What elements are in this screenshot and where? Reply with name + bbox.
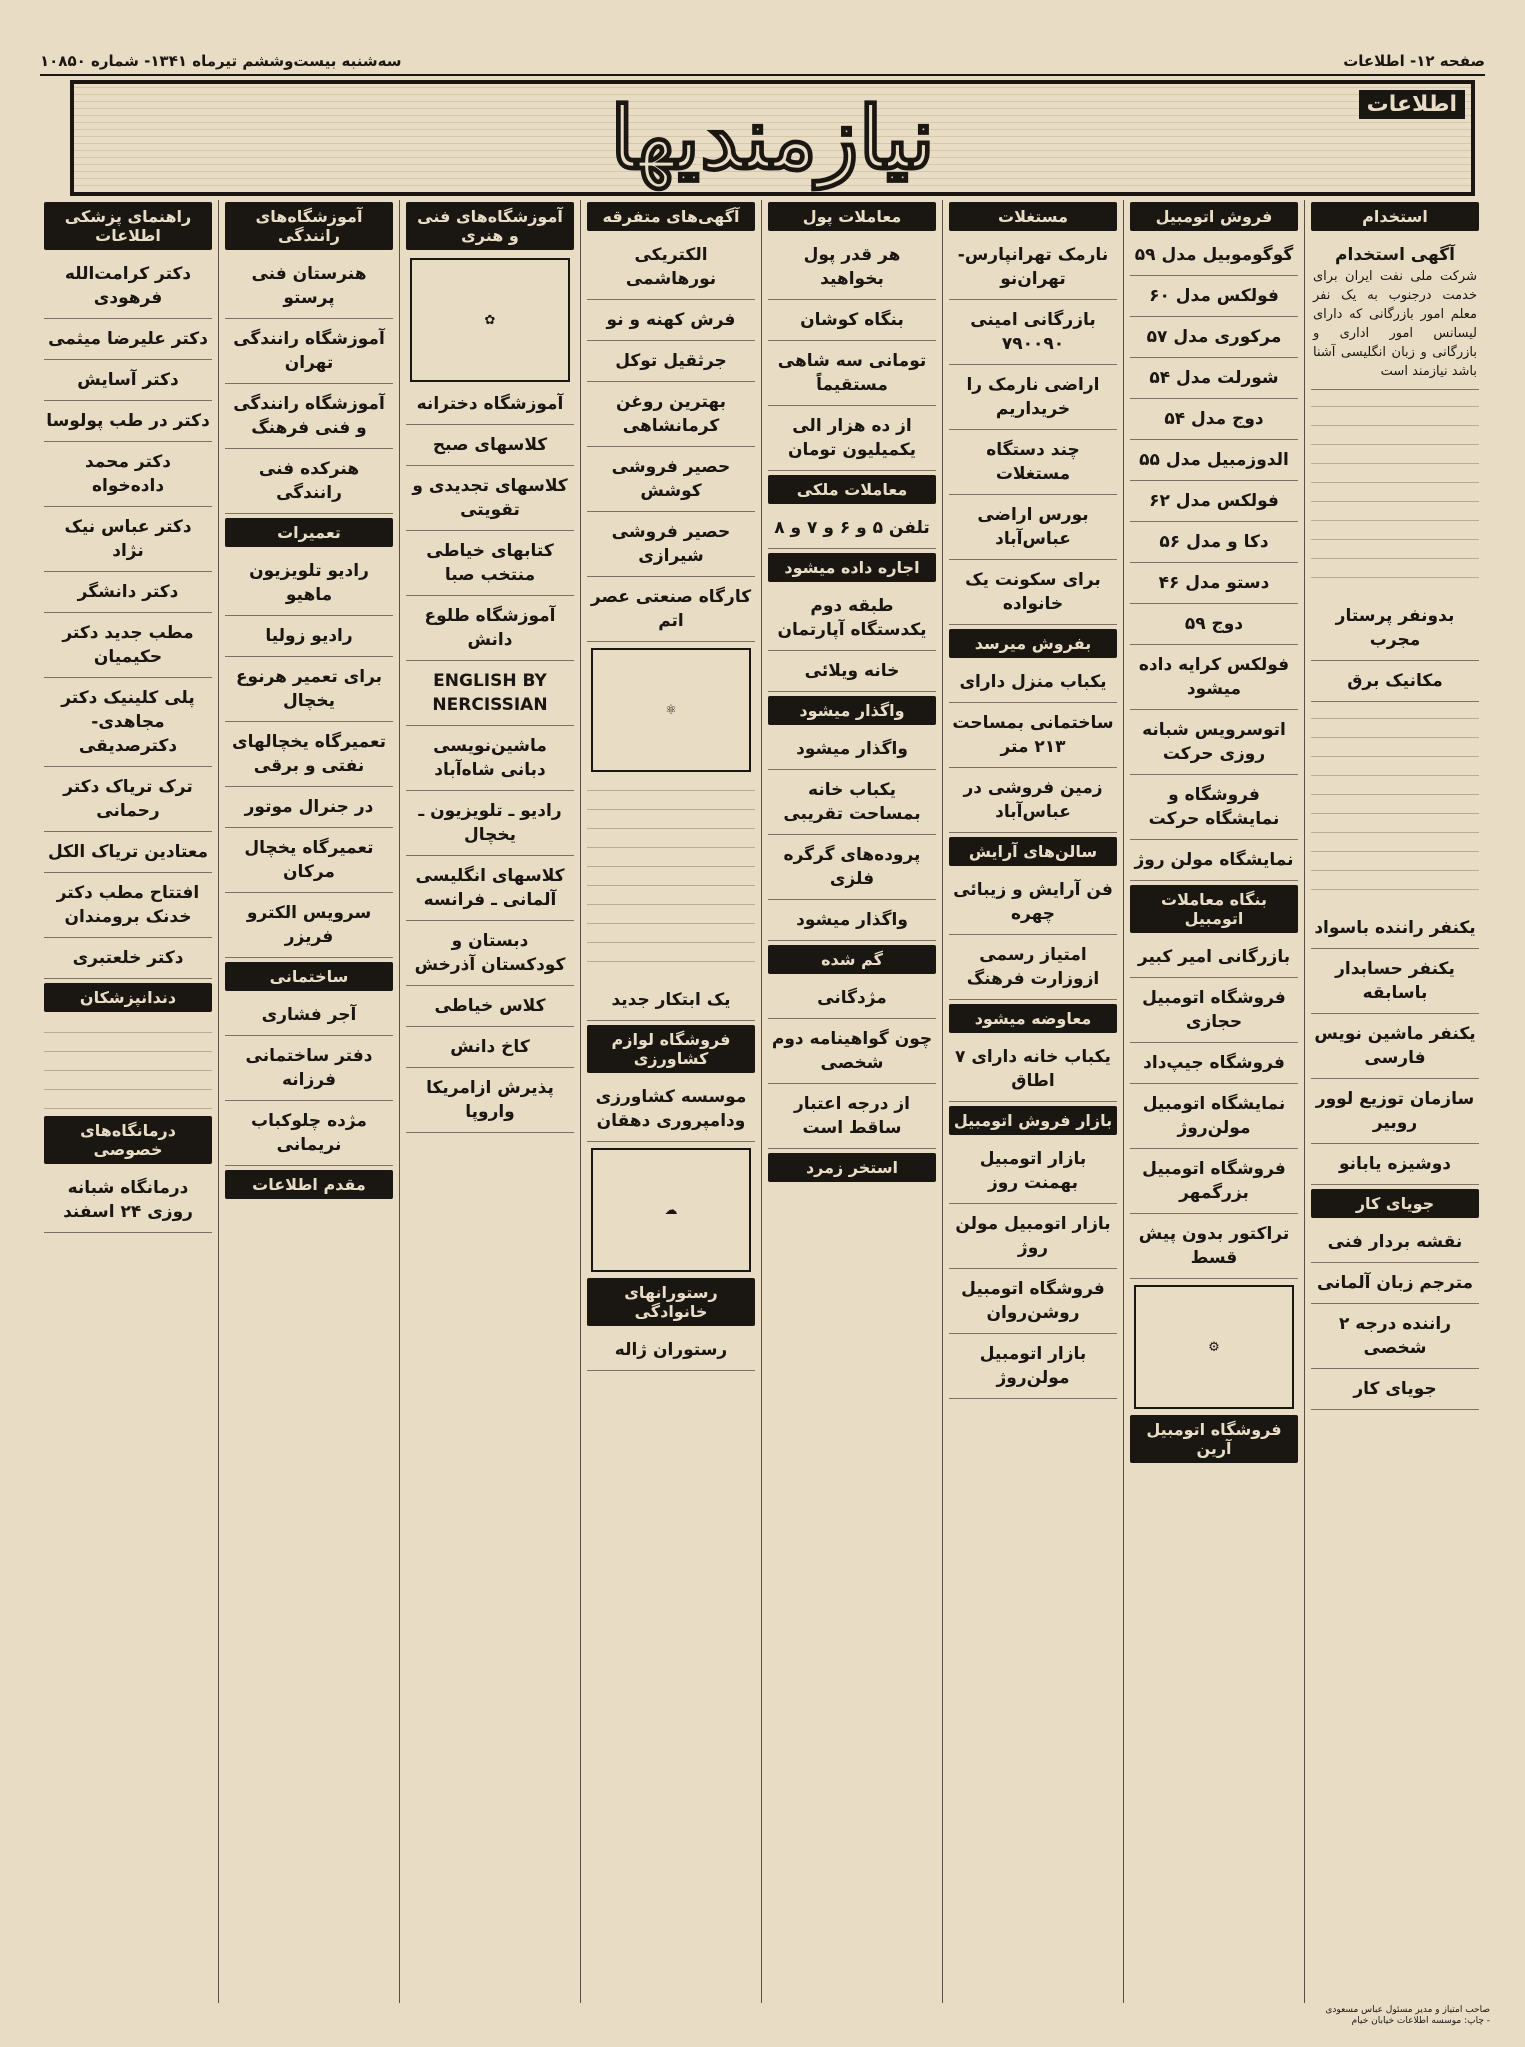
ad <box>225 453 393 514</box>
ad-title: دکا و مدل ۵۶ <box>1159 532 1269 552</box>
ad-title: برای تعمیر هرنوع یخچال <box>235 667 383 711</box>
section-head: آموزشگاه‌های فنی و هنری <box>406 202 574 250</box>
section-head: جویای کار <box>1311 1189 1479 1218</box>
ad-title: فولکس مدل ۶۰ <box>1149 286 1279 306</box>
ad-title: دوشیزه یابانو <box>1338 1154 1452 1174</box>
ad-title: الدوزمبیل مدل ۵۵ <box>1139 450 1289 470</box>
ad <box>225 1040 393 1101</box>
ad <box>406 470 574 531</box>
ad <box>949 239 1117 300</box>
ad <box>1130 1047 1298 1084</box>
ad-title: یکنفر حسابدار باسابقه <box>1335 959 1455 1003</box>
ad <box>225 1105 393 1166</box>
ad <box>768 512 936 549</box>
ad-title: برای سکونت یک خانواده <box>965 570 1101 614</box>
ad-title: زمین فروشی در عباس‌آباد <box>963 778 1103 822</box>
ad-title: آجر فشاری <box>261 1005 357 1025</box>
ad-title: چند دستگاه مستغلات <box>986 440 1080 484</box>
ad <box>225 661 393 722</box>
ad <box>44 682 212 767</box>
section-head: واگذار میشود <box>768 696 936 725</box>
ad <box>225 999 393 1036</box>
ad <box>768 410 936 471</box>
ad-title: دکتر دانشگر <box>77 582 179 602</box>
ad-title: یکباب منزل دارای <box>959 672 1107 692</box>
tractor-illustration: ⚙ <box>1134 1285 1294 1409</box>
ad <box>225 726 393 787</box>
ad-title: دکتر آسایش <box>77 370 179 390</box>
section-head: بازار فروش اتومبیل <box>949 1106 1117 1135</box>
ad <box>587 516 755 577</box>
date-issue: سه‌شنبه بیست‌وششم تیرماه ۱۳۴۱- شماره ۱۰۸۵۰ <box>40 52 402 70</box>
text-block <box>1311 706 1479 906</box>
ad-title: کلاسهای انگلیسی آلمانی ـ فرانسه <box>415 866 565 910</box>
ad-title: دکتر کرامت‌الله فرهودی <box>64 264 192 308</box>
ad-title: کارگاه صنعتی عصر اتم <box>590 587 752 631</box>
ad <box>949 707 1117 768</box>
ad <box>1311 600 1479 661</box>
ad <box>1130 779 1298 840</box>
ad <box>225 388 393 449</box>
ad-title: یکباب خانه دارای ۷ اطاق <box>955 1047 1111 1091</box>
ad <box>587 1334 755 1371</box>
ad-title: دفتر ساختمانی فرزانه <box>245 1046 373 1090</box>
ad-title: بازرگانی امینی ۷۹۰۰۹۰ <box>970 310 1096 354</box>
ad-title: دکتر محمد داده‌خواه <box>84 452 172 496</box>
ad <box>1311 665 1479 702</box>
ad <box>768 733 936 770</box>
ad-title: از ده هزار الی یکمیلیون تومان <box>787 416 917 460</box>
ad <box>587 345 755 382</box>
ad-title: الکتریکی نورهاشمی <box>625 245 717 289</box>
ad-title: فروشگاه اتومبیل حجازی <box>1142 988 1286 1032</box>
ad <box>44 323 212 360</box>
ad-title: دوج مدل ۵۴ <box>1164 409 1264 429</box>
ad <box>44 1172 212 1233</box>
ad <box>768 982 936 1019</box>
ad-title: دکتر علیرضا میثمی <box>48 329 208 349</box>
ad-title: ترک تریاک دکتر رحمانی <box>63 777 193 821</box>
ad <box>1130 1088 1298 1149</box>
ad-title: چون گواهینامه دوم شخصی <box>771 1029 933 1073</box>
ad <box>1130 941 1298 978</box>
ad-title: حصیر فروشی شیرازی <box>611 522 731 566</box>
ad-title: دکتر عباس نیک نژاد <box>64 517 192 561</box>
ad <box>225 832 393 893</box>
ad <box>406 665 574 726</box>
ad-title: تومانی سه شاهی مستقیماً <box>777 351 927 395</box>
ad <box>768 774 936 835</box>
ad-title: بازار اتومبیل بهمنت روز <box>979 1149 1087 1193</box>
atom-logo-icon: ⚛ <box>591 648 751 772</box>
section-head: دندانپزشکان <box>44 983 212 1012</box>
section-head: معاملات ملکی <box>768 475 936 504</box>
ad <box>587 984 755 1021</box>
ad <box>768 839 936 900</box>
ad <box>44 576 212 613</box>
ad <box>949 564 1117 625</box>
ad <box>587 386 755 447</box>
ad-title: آموزشگاه رانندگی و فنی فرهنگ <box>233 394 385 438</box>
ad-title: ماشین‌نویسی دبانی شاه‌آباد <box>433 736 547 780</box>
ad <box>949 772 1117 833</box>
section-head: بنگاه معاملات اتومبیل <box>1130 885 1298 933</box>
ad-title: راننده درجه ۲ شخصی <box>1338 1314 1452 1358</box>
ad <box>1130 714 1298 775</box>
section-head: درمانگاه‌های خصوصی <box>44 1116 212 1164</box>
section-head: فروشگاه اتومبیل آرین <box>1130 1415 1298 1463</box>
ad-title: بنگاه کوشان <box>800 310 904 330</box>
ad-title: دکتر در طب پولوسا <box>46 411 210 431</box>
section-head: گم شده <box>768 945 936 974</box>
ad-title: نمایشگاه اتومبیل مولن‌روژ <box>1142 1094 1286 1138</box>
ad <box>949 666 1117 703</box>
ad <box>406 860 574 921</box>
ad-title: فروشگاه اتومبیل روشن‌روان <box>961 1279 1105 1323</box>
column-medical <box>38 200 218 2003</box>
ad-title: فولکس کرایه داده میشود <box>1138 655 1290 699</box>
ad-title: مترجم زبان آلمانی <box>1316 1273 1474 1293</box>
ad-title: حصیر فروشی کوشش <box>611 457 731 501</box>
column-schools <box>399 200 580 2003</box>
ad <box>406 600 574 661</box>
ad-title: فروشگاه جیپ‌داد <box>1143 1053 1285 1073</box>
ad-title: نقشه بردار فنی <box>1327 1232 1463 1252</box>
ad <box>768 345 936 406</box>
ad-title: دوج ۵۹ <box>1184 614 1244 634</box>
ad <box>44 942 212 979</box>
ad <box>225 620 393 657</box>
ad-body: شرکت ملی نفت ایران برای خدمت درجنوب به یک نفر معلم امور بازرگانی که دارای لیسانس امور اداری و بازرگانی و زبان انگلیسی آشنا باشد نیازمند است <box>1313 269 1477 379</box>
sprayer-illustration: ☁ <box>591 1148 751 1272</box>
ad-title: سرویس الکترو فریزر <box>246 903 372 947</box>
school-logo-icon: ✿ <box>410 258 570 382</box>
ad <box>1130 403 1298 440</box>
ad-title: فروشگاه اتومبیل بزرگمهر <box>1142 1159 1286 1203</box>
text-block <box>44 1020 212 1110</box>
ad-title: ENGLISH BY NERCISSIAN <box>432 671 548 715</box>
ad-title: دبستان و کودکستان آذرخش <box>414 931 566 975</box>
column-driving <box>218 200 399 2003</box>
ad <box>587 451 755 512</box>
ad-title: کلاسهای صبح <box>432 435 548 455</box>
ad-title: بازار اتومبیل مولن‌روژ <box>979 1344 1087 1388</box>
ad <box>1311 1083 1479 1144</box>
ad <box>225 555 393 616</box>
section-head: مقدم اطلاعات <box>225 1170 393 1199</box>
classified-columns <box>38 200 1485 2003</box>
ad-title: رادیو ـ تلویزیون ـ یخچال <box>418 801 562 845</box>
ad-title: امتیاز رسمی ازوزارت فرهنگ <box>966 945 1100 989</box>
section-head: استخر زمرد <box>768 1153 936 1182</box>
ad-title: آموزشگاه طلوع دانش <box>424 606 556 650</box>
ad <box>406 429 574 466</box>
ad <box>949 434 1117 495</box>
ad <box>949 939 1117 1000</box>
ad <box>768 904 936 941</box>
ad-title: رادیو زولیا <box>265 626 353 646</box>
ad-title: دکتر خلعتبری <box>72 948 184 968</box>
ad <box>1130 321 1298 358</box>
ad <box>225 258 393 319</box>
ad <box>225 323 393 384</box>
ad-title: دستو مدل ۴۶ <box>1158 573 1270 593</box>
ad <box>44 364 212 401</box>
ad-title: اراضی نارمک را خریداریم <box>966 375 1100 419</box>
ad <box>1130 844 1298 881</box>
ad <box>1130 280 1298 317</box>
ad-title: مژدگانی <box>817 988 887 1008</box>
masthead <box>70 80 1475 196</box>
ad <box>44 617 212 678</box>
ad <box>1311 1226 1479 1263</box>
section-head: آموزشگاه‌های رانندگی <box>225 202 393 250</box>
column-misc <box>580 200 761 2003</box>
ad-title: کلاس خیاطی <box>434 996 546 1016</box>
section-head: ساختمانی <box>225 962 393 991</box>
ad-title: رستوران ژاله <box>614 1340 728 1360</box>
ad <box>406 730 574 791</box>
ad-title: یکنفر ماشین نویس فارسی <box>1314 1024 1476 1068</box>
ad <box>949 1143 1117 1204</box>
footer-imprint: صاحب امتیاز و مدیر مسئول عباس مسعودی - چاپ: موسسه اطلاعات خیابان خیام <box>1325 2005 1490 2026</box>
section-head: معاوضه میشود <box>949 1004 1117 1033</box>
ad-title: ساختمانی بمساحت ۲۱۳ متر <box>952 713 1114 757</box>
section-head: سالن‌های آرایش <box>949 837 1117 866</box>
ad-title: پذیرش ازامریکا واروپا <box>426 1078 554 1122</box>
section-head: تعمیرات <box>225 518 393 547</box>
ad-title: پلی کلینیک دکتر مجاهدی- دکترصدیقی <box>61 688 195 756</box>
ad-title: تراکتور بدون پیش قسط <box>1138 1224 1290 1268</box>
ad <box>949 874 1117 935</box>
ad-title: کتابهای خیاطی منتخب صبا <box>426 541 554 585</box>
ad-title: مژده چلوکباب نریمانی <box>251 1111 367 1155</box>
ad-title: فروشگاه و نمایشگاه حرکت <box>1148 785 1280 829</box>
ad <box>1130 362 1298 399</box>
ad <box>1130 649 1298 710</box>
ad <box>406 535 574 596</box>
column-real-estate <box>942 200 1123 2003</box>
text-block <box>1311 394 1479 594</box>
text-block <box>587 778 755 978</box>
ad <box>1130 982 1298 1043</box>
ad <box>949 369 1117 430</box>
ad <box>406 990 574 1027</box>
ad <box>225 791 393 828</box>
ad-title: آگهی استخدام <box>1335 245 1455 265</box>
ad-title: مطب جدید دکتر حکیمیان <box>62 623 194 667</box>
ad <box>1311 953 1479 1014</box>
ad-title: بازرگانی امیر کبیر <box>1137 947 1291 967</box>
ad <box>1130 567 1298 604</box>
ad <box>1130 485 1298 522</box>
ad <box>1130 444 1298 481</box>
column-employment <box>1304 200 1485 2003</box>
section-head: فروش اتومبیل <box>1130 202 1298 231</box>
ad <box>1130 1153 1298 1214</box>
section-head: مستغلات <box>949 202 1117 231</box>
ad <box>587 1081 755 1142</box>
ad-title: هنرستان فنی پرستو <box>251 264 367 308</box>
page-label: صفحه ۱۲- اطلاعات <box>1343 52 1485 70</box>
ad <box>44 877 212 938</box>
ad <box>44 511 212 572</box>
masthead-title: نیازمندیها <box>610 87 935 189</box>
ad-title: افتتاح مطب دکتر خدنک برومندان <box>56 883 200 927</box>
ad <box>406 795 574 856</box>
ad <box>225 897 393 958</box>
ad-title: تعمیرگاه یخچال مرکان <box>244 838 374 882</box>
ad <box>1311 1308 1479 1369</box>
ad <box>768 1023 936 1084</box>
ad-title: موسسه کشاورزی ودامپروری دهقان <box>595 1087 747 1131</box>
ad <box>949 499 1117 560</box>
ad-title: طبقه دوم یکدستگاه آپارتمان <box>777 596 927 640</box>
ad <box>406 925 574 986</box>
ad <box>587 239 755 300</box>
ad-title: شورلت مدل ۵۴ <box>1149 368 1279 388</box>
ad <box>406 1031 574 1068</box>
ad <box>1130 1218 1298 1279</box>
section-head: رستورانهای خانوادگی <box>587 1278 755 1326</box>
masthead-sub: اطلاعات <box>1359 90 1465 119</box>
ad-title: آموزشگاه دخترانه <box>416 394 564 414</box>
ad-title: واگذار میشود <box>796 739 908 759</box>
section-head: راهنمای پزشکی اطلاعات <box>44 202 212 250</box>
ad-title: کاخ دانش <box>450 1037 530 1057</box>
ad <box>406 388 574 425</box>
ad-title: واگذار میشود <box>796 910 908 930</box>
ad-title: نارمک تهرانپارس- تهران‌نو <box>957 245 1109 289</box>
ad-title: تعمیرگاه یخچالهای نفتی و برقی <box>232 732 386 776</box>
column-money <box>761 200 942 2003</box>
ad-title: تلفن ۵ و ۶ و ۷ و ۸ <box>774 518 930 538</box>
ad-title: معتادین تریاک الکل <box>47 842 209 862</box>
ad <box>1311 1018 1479 1079</box>
column-car-sales <box>1123 200 1304 2003</box>
section-head: استخدام <box>1311 202 1479 231</box>
ad-title: بدونفر پرستار مجرب <box>1335 606 1455 650</box>
ad-title: بهترین روغن کرمانشاهی <box>616 392 726 436</box>
ad <box>44 771 212 832</box>
ad <box>44 258 212 319</box>
ad <box>1311 1373 1479 1410</box>
ad-title: کلاسهای تجدیدی و تقویتی <box>412 476 568 520</box>
ad-title: پروده‌های گرگره فلزی <box>783 845 921 889</box>
ad-title: یکباب خانه بمساحت تقریبی <box>783 780 921 824</box>
ad-title: گوگوموبیل مدل ۵۹ <box>1134 245 1294 265</box>
ad <box>1311 912 1479 949</box>
ad-title: یکنفر راننده باسواد <box>1314 918 1476 938</box>
ad <box>768 590 936 651</box>
ad-title: اتوسرویس شبانه روزی حرکت <box>1142 720 1286 764</box>
section-head: بفروش میرسد <box>949 629 1117 658</box>
ad <box>44 405 212 442</box>
ad-title: هر قدر پول بخواهید <box>803 245 901 289</box>
ad <box>949 1208 1117 1269</box>
ad <box>949 1338 1117 1399</box>
ad-title: بورس اراضی عباس‌آباد <box>977 505 1089 549</box>
ad <box>1130 239 1298 276</box>
ad <box>587 304 755 341</box>
ad-title: بازار اتومبیل مولن روژ <box>955 1214 1111 1258</box>
ad-title: جویای کار <box>1353 1379 1437 1399</box>
ad-title: فرش کهنه و نو <box>606 310 736 330</box>
ad <box>768 239 936 300</box>
ad-title: خانه ویلائی <box>804 661 900 681</box>
ad-title: از درجه اعتبار ساقط است <box>793 1094 910 1138</box>
ad-title: هنرکده فنی رانندگی <box>258 459 360 503</box>
ad <box>1311 239 1479 390</box>
section-head: آگهی‌های متفرقه <box>587 202 755 231</box>
ad-title: نمایشگاه مولن روژ <box>1134 850 1294 870</box>
ad <box>1130 608 1298 645</box>
ad-title: مکانیک برق <box>1347 671 1443 691</box>
ad <box>949 304 1117 365</box>
ad <box>768 304 936 341</box>
ad <box>949 1041 1117 1102</box>
ad <box>1130 526 1298 563</box>
section-head: اجاره داده میشود <box>768 553 936 582</box>
ad-title: فولکس مدل ۶۲ <box>1149 491 1279 511</box>
page-header-bar <box>40 48 1485 76</box>
ad-title: مرکوری مدل ۵۷ <box>1146 327 1282 347</box>
section-head: معاملات پول <box>768 202 936 231</box>
ad <box>768 1088 936 1149</box>
ad-title: یک ابتکار جدید <box>611 990 731 1010</box>
ad-title: آموزشگاه رانندگی تهران <box>233 329 385 373</box>
ad <box>1311 1267 1479 1304</box>
ad <box>44 836 212 873</box>
ad <box>587 581 755 642</box>
ad-title: رادیو تلویزیون ماهیو <box>249 561 369 605</box>
ad-title: درمانگاه شبانه روزی ۲۴ اسفند <box>63 1178 193 1222</box>
ad <box>768 655 936 692</box>
ad <box>949 1273 1117 1334</box>
ad <box>406 1072 574 1133</box>
section-head: فروشگاه لوازم کشاورزی <box>587 1025 755 1073</box>
ad-title: جرثقیل توکل <box>615 351 727 371</box>
ad-title: در جنرال موتور <box>244 797 374 817</box>
ad-title: سازمان توزیع لوور روبیر <box>1315 1089 1475 1133</box>
ad-title: فن آرایش و زیبائی چهره <box>953 880 1113 924</box>
ad <box>1311 1148 1479 1185</box>
ad <box>44 446 212 507</box>
